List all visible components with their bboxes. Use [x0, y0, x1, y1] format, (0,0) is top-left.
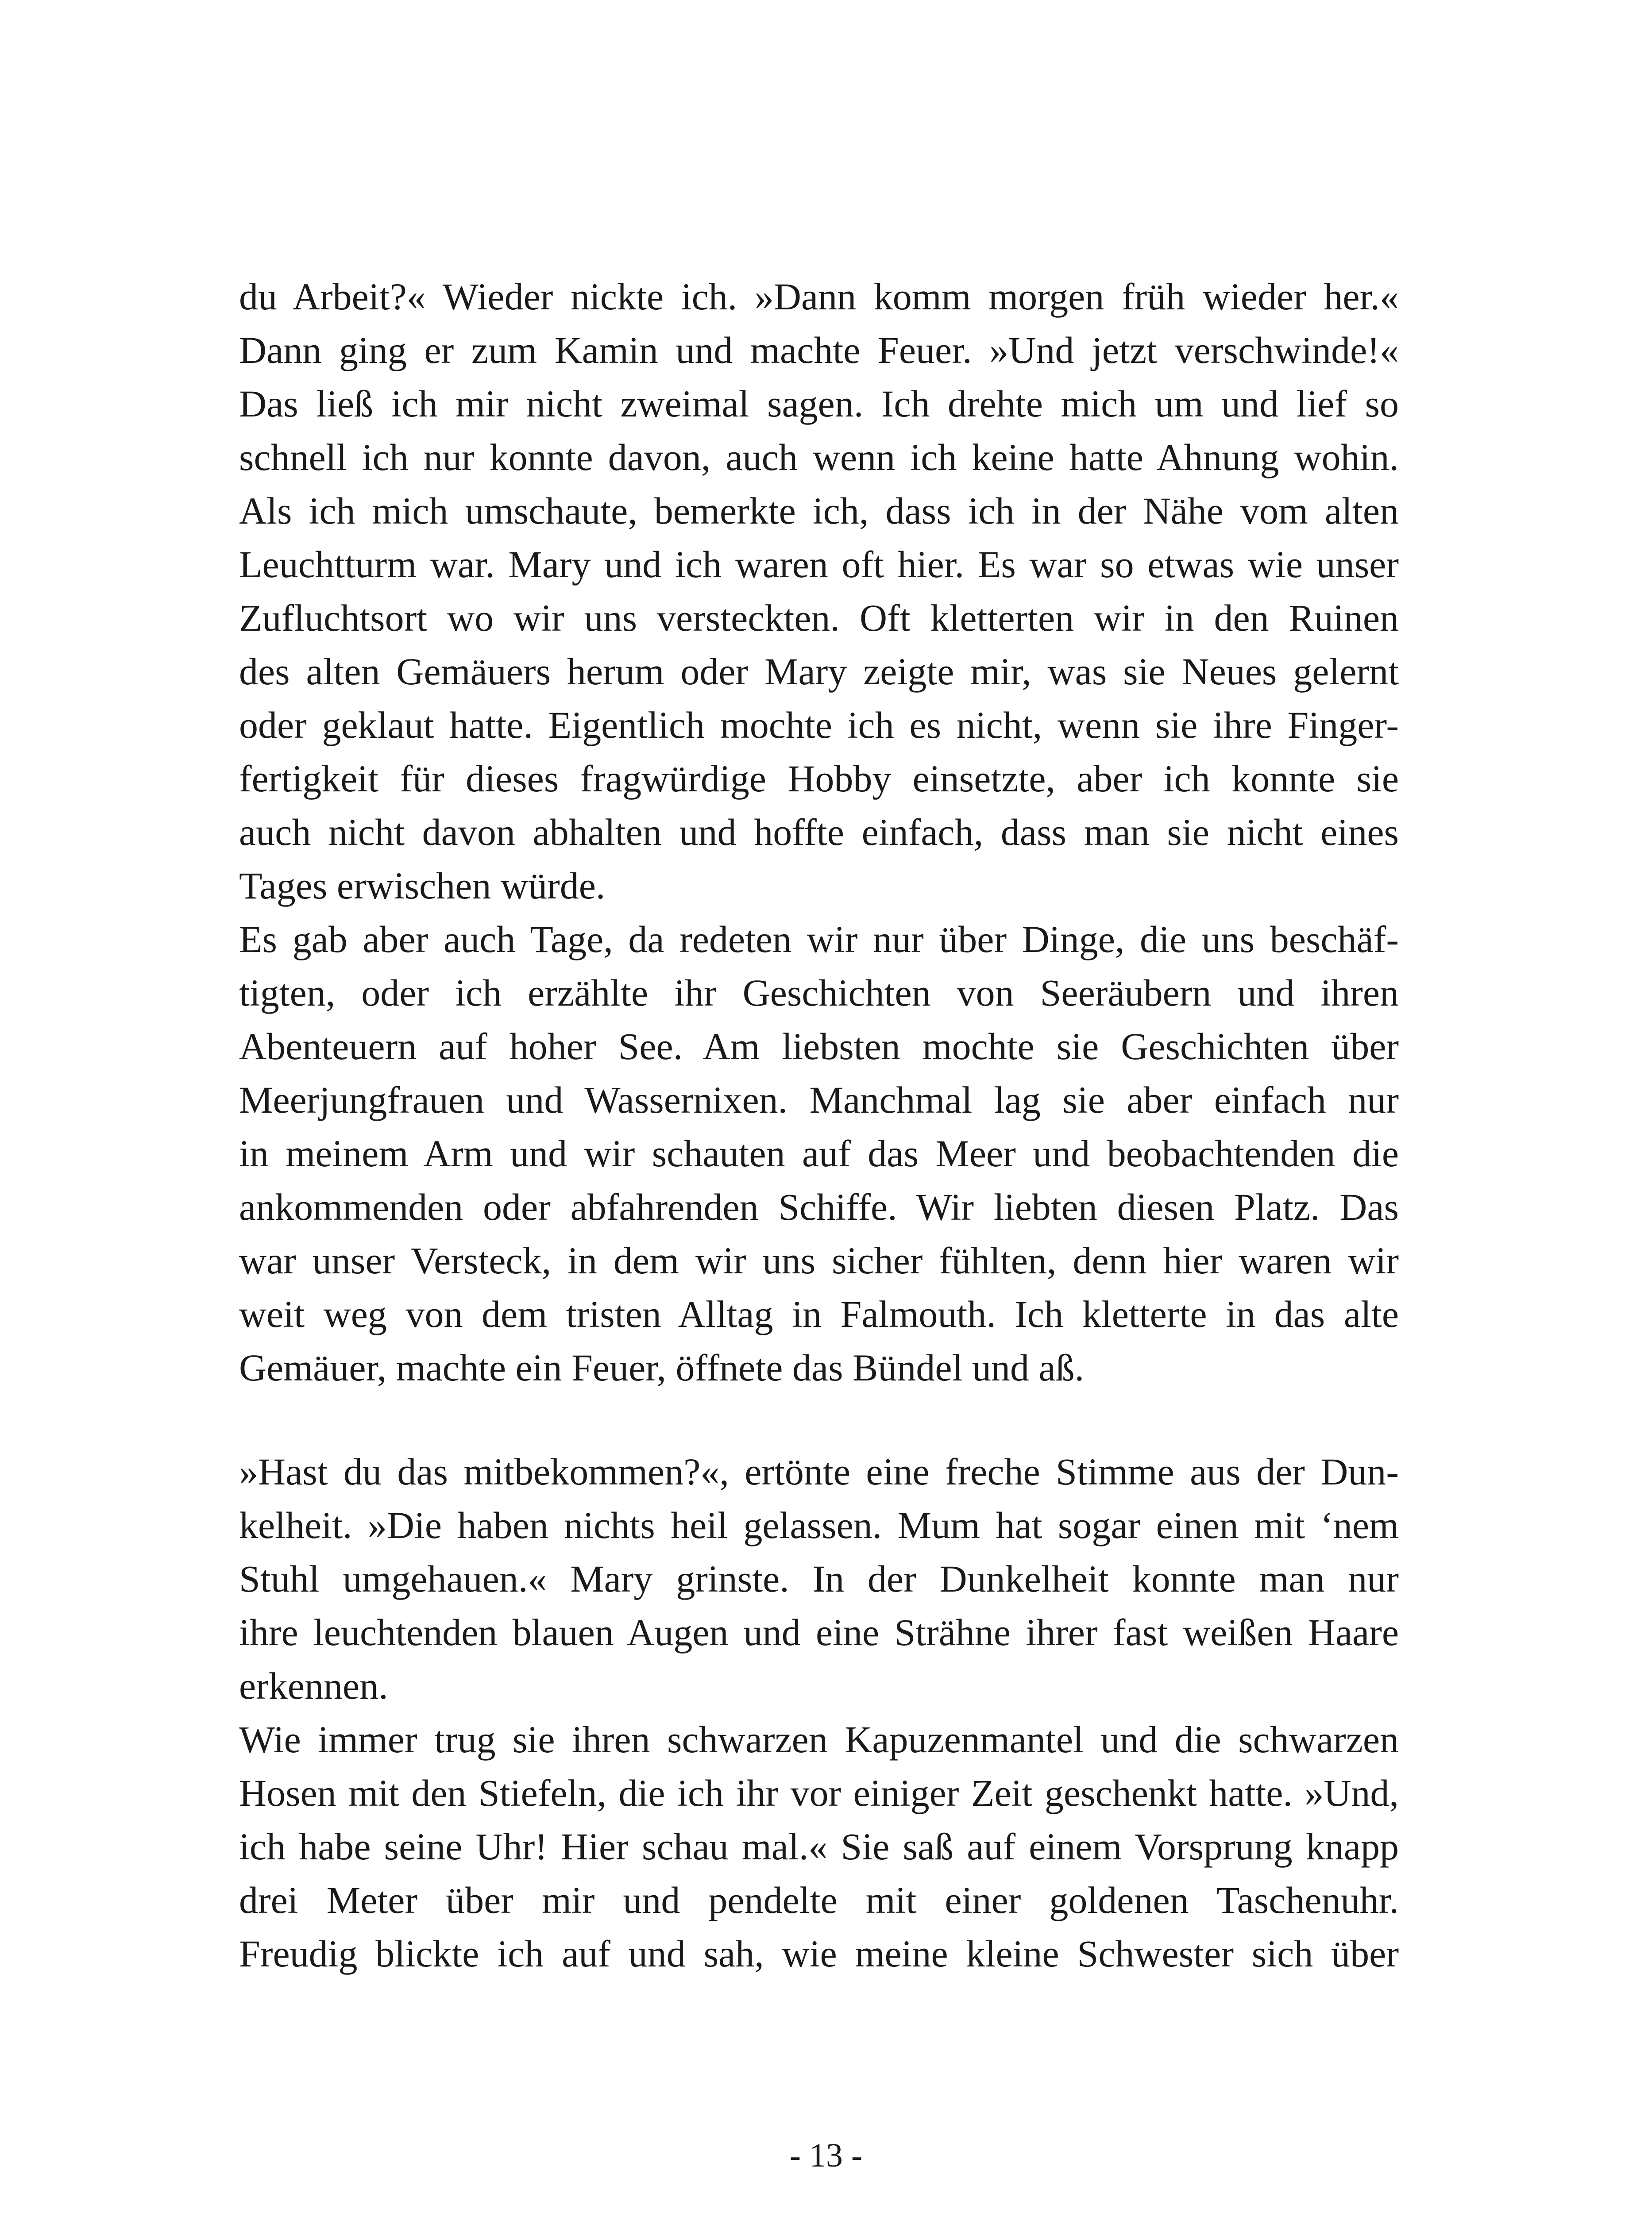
- text-line: Abenteuern auf hoher See. Am liebsten mochte sie Geschichten über: [239, 1025, 1399, 1068]
- text-line: weit weg von dem tristen Alltag in Falmouth. Ich kletterte in das alte: [239, 1293, 1399, 1335]
- text-line: Das ließ ich mir nicht zweimal sagen. Ich drehte mich um und lief so: [239, 382, 1399, 425]
- text-line: in meinem Arm und wir schauten auf das Meer und beobachtenden die: [239, 1132, 1399, 1175]
- page-number: - 13 -: [789, 2137, 863, 2174]
- text-line: ihre leuchtenden blauen Augen und eine Strähne ihrer fast weißen Haare: [239, 1611, 1399, 1654]
- text-line: »Hast du das mitbekommen?«, ertönte eine freche Stimme aus der Dun-: [239, 1450, 1399, 1493]
- paragraph: [239, 913, 1399, 1395]
- text-line: Wie immer trug sie ihren schwarzen Kapuzenmantel und die schwarzen: [239, 1718, 1399, 1761]
- text-line: ankommenden oder abfahrenden Schiffe. Wir liebten diesen Platz. Das: [239, 1186, 1399, 1228]
- text-line: Zufluchtsort wo wir uns versteckten. Oft kletterten wir in den Ruinen: [239, 597, 1399, 639]
- text-line: Als ich mich umschaute, bemerkte ich, dass ich in der Nähe vom alten: [239, 490, 1399, 532]
- text-line: Tages erwischen würde.: [239, 864, 606, 907]
- text-line: ich habe seine Uhr! Hier schau mal.« Sie saß auf einem Vorsprung knapp: [239, 1825, 1399, 1868]
- text-line: erkennen.: [239, 1665, 388, 1707]
- text-line: des alten Gemäuers herum oder Mary zeigte mir, was sie Neues gelernt: [239, 650, 1399, 693]
- text-line: Hosen mit den Stiefeln, die ich ihr vor einiger Zeit geschenkt hatte. »Und,: [239, 1772, 1399, 1814]
- text-line: Freudig blickte ich auf und sah, wie meine kleine Schwester sich über: [239, 1932, 1399, 1975]
- text-line: drei Meter über mir und pendelte mit einer goldenen Taschenuhr.: [239, 1879, 1399, 1921]
- text-block-lower: [239, 1445, 1399, 1981]
- text-line: du Arbeit?« Wieder nickte ich. »Dann komm morgen früh wieder her.«: [239, 275, 1399, 318]
- text-line: Meerjungfrauen und Wassernixen. Manchmal lag sie aber einfach nur: [239, 1079, 1399, 1121]
- paragraph: [239, 270, 1399, 913]
- text-line: kelheit. »Die haben nichts heil gelassen. Mum hat sogar einen mit ‘nem: [239, 1504, 1399, 1546]
- text-line: Stuhl umgehauen.« Mary grinste. In der Dunkelheit konnte man nur: [239, 1558, 1399, 1600]
- text-line: oder geklaut hatte. Eigentlich mochte ich es nicht, wenn sie ihre Finger-: [239, 704, 1399, 746]
- text-block-upper: [239, 270, 1399, 1395]
- text-line: war unser Versteck, in dem wir uns sicher fühlten, denn hier waren wir: [239, 1239, 1399, 1282]
- text-line: Es gab aber auch Tage, da redeten wir nur über Dinge, die uns beschäf-: [239, 918, 1399, 960]
- text-line: Dann ging er zum Kamin und machte Feuer. »Und jetzt verschwinde!«: [239, 329, 1399, 371]
- paragraph: [239, 1445, 1399, 1713]
- text-line: Leuchtturm war. Mary und ich waren oft hier. Es war so etwas wie unser: [239, 543, 1399, 586]
- text-line: Gemäuer, machte ein Feuer, öffnete das Bündel und aß.: [239, 1346, 1085, 1389]
- text-line: tigten, oder ich erzählte ihr Geschichten von Seeräubern und ihren: [239, 972, 1399, 1014]
- text-line: schnell ich nur konnte davon, auch wenn ich keine hatte Ahnung wohin.: [239, 436, 1399, 478]
- text-line: fertigkeit für dieses fragwürdige Hobby einsetzte, aber ich konnte sie: [239, 757, 1399, 800]
- text-line: auch nicht davon abhalten und hoffte einfach, dass man sie nicht eines: [239, 811, 1399, 853]
- paragraph: [239, 1713, 1399, 1981]
